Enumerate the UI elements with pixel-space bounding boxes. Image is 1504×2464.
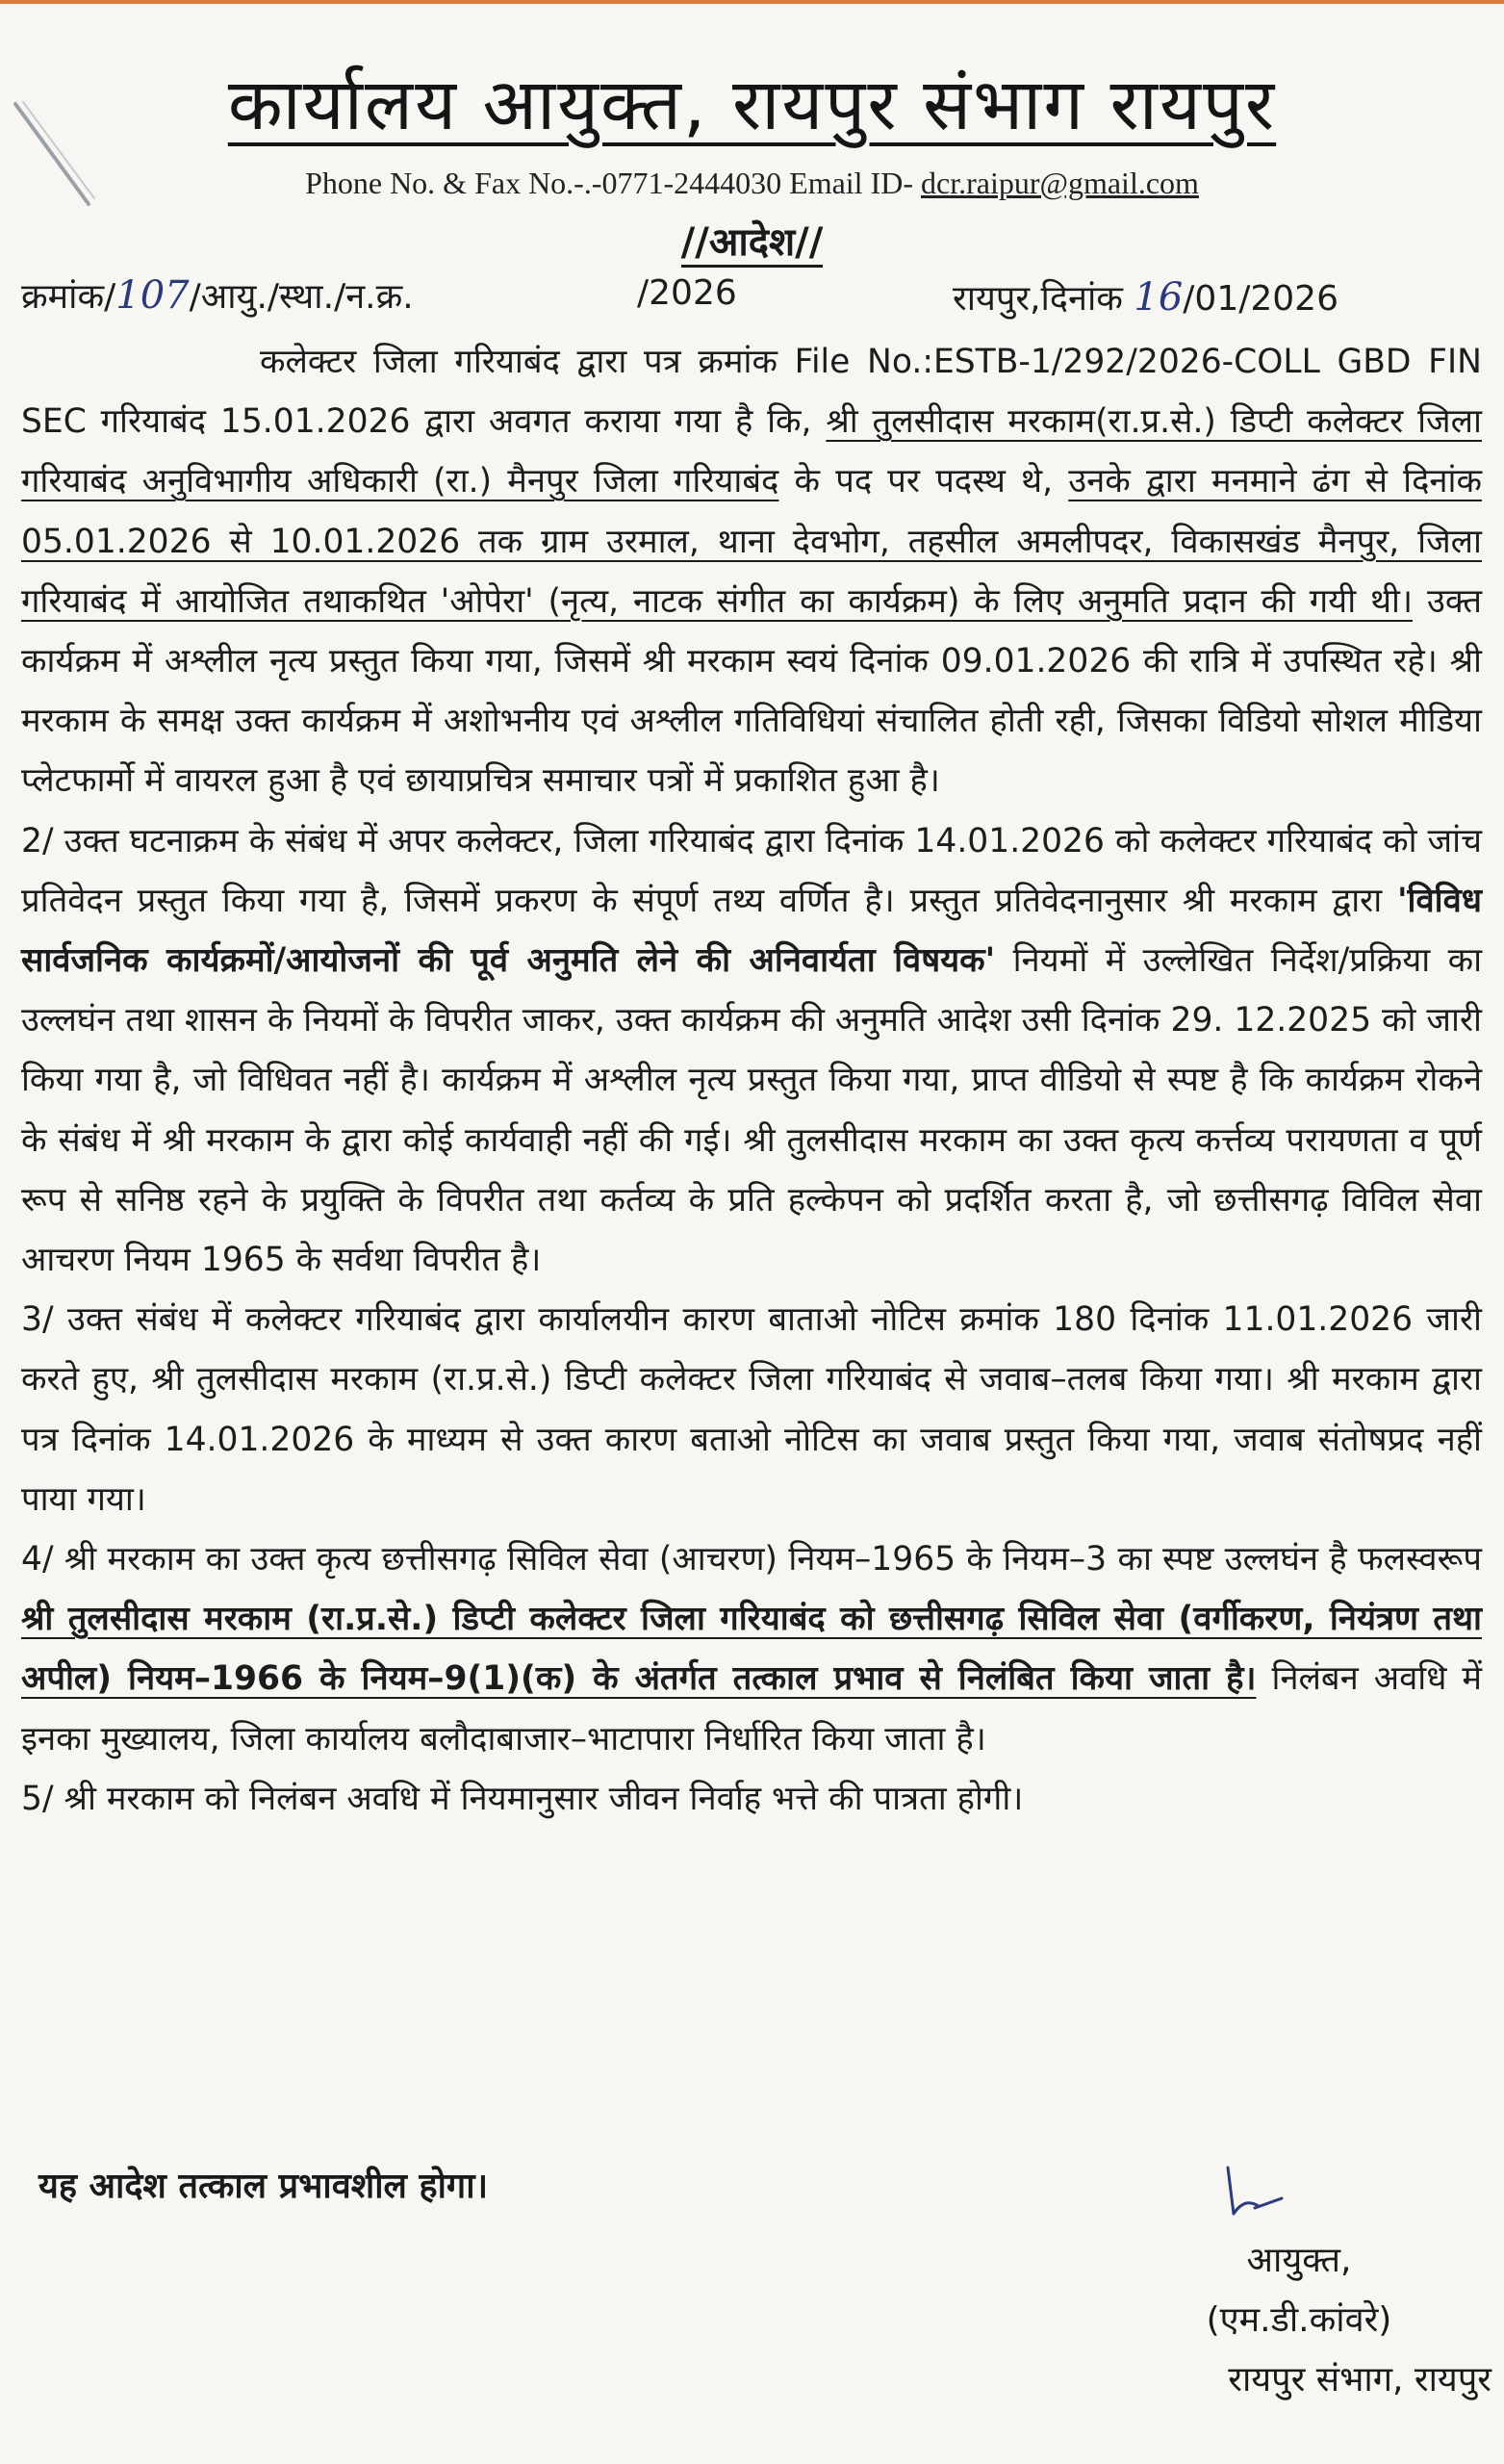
signatory-name: (एम.डी.कांवरे) [1206, 2300, 1392, 2340]
paragraph-3: 3/ उक्त संबंध में कलेक्टर गरियाबंद द्वारा कार्यालयीन कारण बाताओ नोटिस क्रमांक 180 दिनांक 11.01.2026 जारी करते हुए, श्री तुलसीदास मरकाम (रा.प्र.से.) डिप्टी कलेक्टर जिला गरियाबंद से जवाब–तलब किया गया। श्री मरकाम द्वारा पत्र दिनांक 14.01.2026 के माध्यम से उक्त कारण बताओ नोटिस का जवाब प्रस्तुत किया गया, जवाब संतोषप्रद नहीं पाया गया। [21, 1300, 1482, 1519]
p1-intro: कलेक्टर जिला गरियाबंद द्वारा पत्र क्रमांक File No.:ESTB-1/292/2026-COLL GBD FIN SEC गरियाबंद 15.01.2026 द्वारा अवगत कराया गया है कि, [21, 343, 1482, 442]
p1-incident: उक्त कार्यक्रम में अश्लील नृत्य प्रस्तुत किया गया, जिसमें श्री मरकाम स्वयं दिनांक 09.01.2026 की रात्रि में उपस्थित रहे। श्री मरकाम के समक्ष उक्त कार्यक्रम में अशोभनीय एवं अश्लील गतिविधियां संचालित होती रही, जिसका विडियो सोशल मीडिया प्लेटफार्मो में वायरल हुआ है एवं छायाप्रचित्र समाचार पत्रों में प्रकाशित हुआ है। [21, 581, 1483, 801]
reference-number [21, 271, 414, 319]
p1-permission-underlined: उनके द्वारा मनमाने ढंग से दिनांक 05.01.2026 से 10.01.2026 तक ग्राम उरमाल, थाना देवभोग, तहसील अमलीपदर, विकासखंड मैनपुर, जिला गरियाबंद में आयोजित तथाकथित 'ओपेरा' (नृत्य, नाटक संगीत का कार्यक्रम) के लिए अनुमति प्रदान की गयी थी। [21, 462, 1482, 621]
p2-findings: नियमों में उल्लेखित निर्देश/प्रक्रिया का उल्लघंन तथा शासन के नियमों के विपरीत जाकर, उक्त कार्यक्रम की अनुमति आदेश उसी दिनांक 29. 12.2025 को जारी किया गया है, जो विधिवत नहीं है। कार्यक्रम में अश्लील नृत्य प्रस्तुत किया गया, प्राप्त वीडियो से स्पष्ट है कि कार्यक्रम रोकने के संबंध में श्री मरकाम के द्वारा कोई कार्यवाही नहीं की गई। श्री तुलसीदास मरकाम का उक्त कृत्य कर्त्तव्य परायणता व पूर्ण रूप से सनिष्ठ रहने के प्रयुक्ति के विपरीत तथा कर्तव्य के प्रति हल्केपन को प्रदर्शित करता है, जो छत्तीसगढ़ विविल सेवा आचरण नियम 1965 के सर्वथा विपरीत है। [21, 941, 1483, 1280]
p1-post: के पद पर पदस्थ थे, [778, 462, 1069, 501]
contact-email[interactable]: dcr.raipur@gmail.com [920, 166, 1199, 200]
signatory-office: रायपुर संभाग, रायपुर [1228, 2360, 1491, 2400]
p2-rule-title: 'विविध सार्वजनिक कार्यक्रमों/आयोजनों की पूर्व अनुमति लेने की अनिवार्यता विषयक' [21, 881, 1482, 981]
p4-suspension-order: श्री तुलसीदास मरकाम (रा.प्र.से.) डिप्टी कलेक्टर जिला गरियाबंद को छत्तीसगढ़ सिविल सेवा (वर्गीकरण, नियंत्रण तथा अपील) नियम–1966 के नियम–9(1)(क) के अंतर्गत तत्काल प्रभाव से निलंबित किया जाता है। [21, 1600, 1482, 1699]
date-prefix: रायपुर,दिनांक [953, 279, 1134, 319]
handwritten-signature [1220, 2164, 1287, 2231]
paragraph-1 [21, 332, 1482, 811]
p4-intro: 4/ श्री मरकाम का उक्त कृत्य छत्तीसगढ़ सिविल सेवा (आचरण) नियम–1965 के नियम–3 का स्पष्ट उल्लघंन है फलस्वरूप [21, 1540, 1482, 1579]
contact-line [0, 166, 1504, 201]
effect-statement: यह आदेश तत्काल प्रभावशील होगा। [38, 2167, 489, 2206]
handwritten-number: 107 [115, 273, 190, 318]
order-heading-text: //आदेश// [681, 220, 824, 268]
handwritten-day: 16 [1134, 275, 1184, 320]
paragraph-2 [21, 811, 1482, 1291]
reference-year: /2026 [637, 273, 737, 313]
top-border [0, 0, 1504, 4]
reference-row [21, 271, 1484, 329]
paragraph-4 [21, 1529, 1482, 1769]
p1-officer-underlined: श्री तुलसीदास मरकाम(रा.प्र.से.) डिप्टी कलेक्टर जिला गरियाबंद अनुविभागीय अधिकारी (रा.) मैनपुर जिला गरियाबंद [21, 402, 1482, 501]
paragraph-5: 5/ श्री मरकाम को निलंबन अवधि में नियमानुसार जीवन निर्वाह भत्ते की पात्रता होगी। [21, 1779, 1024, 1818]
p2-intro: 2/ उक्त घटनाक्रम के संबंध में अपर कलेक्टर, जिला गरियाबंद द्वारा दिनांक 14.01.2026 को कलेक्टर गरियाबंद को जांच प्रतिवेदन प्रस्तुत किया गया है, जिसमें प्रकरण के संपूर्ण तथ्य वर्णित है। प्रस्तुत प्रतिवेदनानुसार श्री मरकाम द्वारा [21, 821, 1482, 920]
signatory-designation: आयुक्त, [1246, 2241, 1352, 2280]
reference-date [953, 273, 1338, 321]
reference-prefix: क्रमांक/ [21, 277, 116, 317]
p4-headquarters: निलंबन अवधि में इनका मुख्यालय, जिला कार्यालय बलौदाबाजार–भाटापारा निर्धारित किया जाता है। [21, 1659, 1482, 1758]
order-heading [0, 214, 1504, 267]
office-title: कार्यालय आयुक्त, रायपुर संभाग रायपुर [227, 64, 1277, 146]
contact-phone: Phone No. & Fax No.-.-0771-2444030 Email ID- [305, 166, 921, 200]
date-suffix: /01/2026 [1183, 279, 1338, 319]
order-body [21, 332, 1482, 1829]
signatory-block [1107, 2231, 1491, 2410]
reference-suffix: /आयु./स्था./न.क्र. [189, 277, 414, 317]
